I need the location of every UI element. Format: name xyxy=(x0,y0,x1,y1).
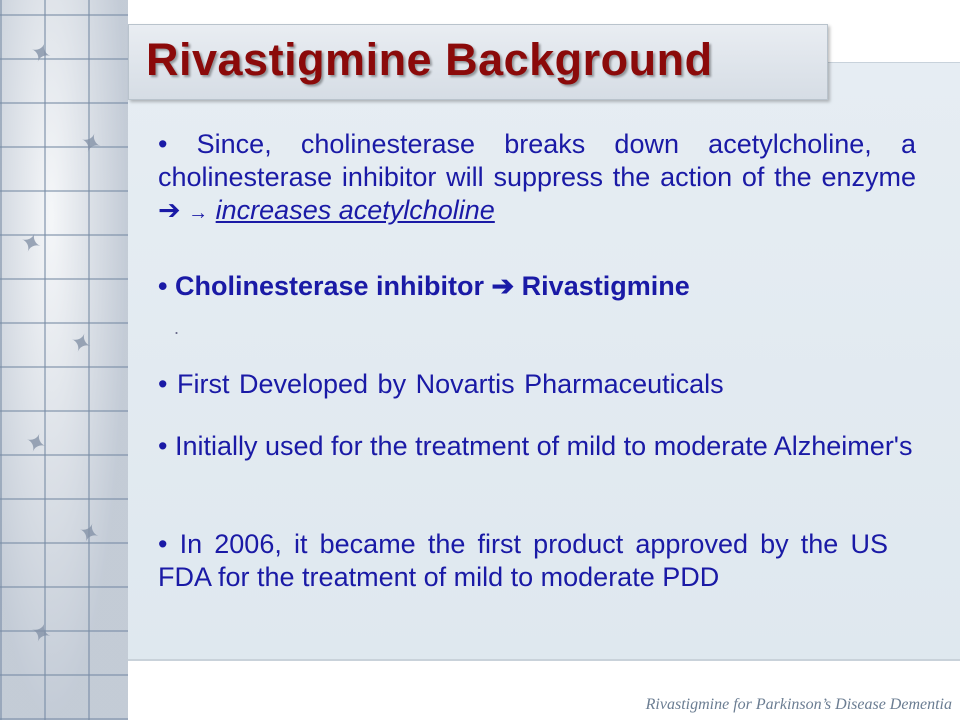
bullet-marker: • xyxy=(158,129,168,159)
divider xyxy=(128,659,960,661)
bullet-marker: • xyxy=(158,529,168,559)
slide-title: Rivastigmine Background xyxy=(146,34,713,85)
star-pattern-icon: ✦ xyxy=(20,425,52,461)
stray-dot: . xyxy=(174,318,180,338)
bullet-item xyxy=(158,430,916,463)
bullet-text: Since, cholinesterase breaks down acetylcholine, a cholinesterase inhibitor will suppress the action of the enzyme xyxy=(158,129,916,192)
bullet-text: First Developed by Novartis Pharmaceuticals xyxy=(176,369,724,399)
arrow-icon: ➔ xyxy=(491,271,515,301)
bullet-marker: • xyxy=(158,271,168,301)
bullet-marker: • xyxy=(158,369,168,399)
bullet-text: Initially used for the treatment of mild to moderate Alzheimer's xyxy=(174,431,913,461)
arrow-icon: → xyxy=(188,202,209,224)
star-pattern-icon: ✦ xyxy=(65,325,97,361)
bullet-text: Cholinesterase inhibitor xyxy=(174,271,492,301)
star-pattern-icon: ✦ xyxy=(75,125,107,161)
bullet-item xyxy=(158,528,888,594)
star-pattern-icon: ✦ xyxy=(25,615,57,651)
bullet-item xyxy=(158,270,916,303)
arrow-icon: ➔ xyxy=(158,195,181,225)
slide-footer: Rivastigmine for Parkinson’s Disease Dementia xyxy=(645,696,952,713)
bullet-marker: • xyxy=(158,431,168,461)
star-pattern-icon: ✦ xyxy=(73,515,105,551)
star-pattern-icon: ✦ xyxy=(15,225,47,261)
star-pattern-icon: ✦ xyxy=(25,35,57,71)
bullet-text: Rivastigmine xyxy=(521,271,690,301)
decorative-side-pattern xyxy=(0,0,128,720)
highlight-text: increases acetylcholine xyxy=(215,195,495,225)
bullet-item xyxy=(158,368,916,401)
bullet-item xyxy=(158,128,916,230)
bullet-text: In 2006, it became the first product approved by the US FDA for the treatment of mild to moderate PDD xyxy=(158,529,888,592)
